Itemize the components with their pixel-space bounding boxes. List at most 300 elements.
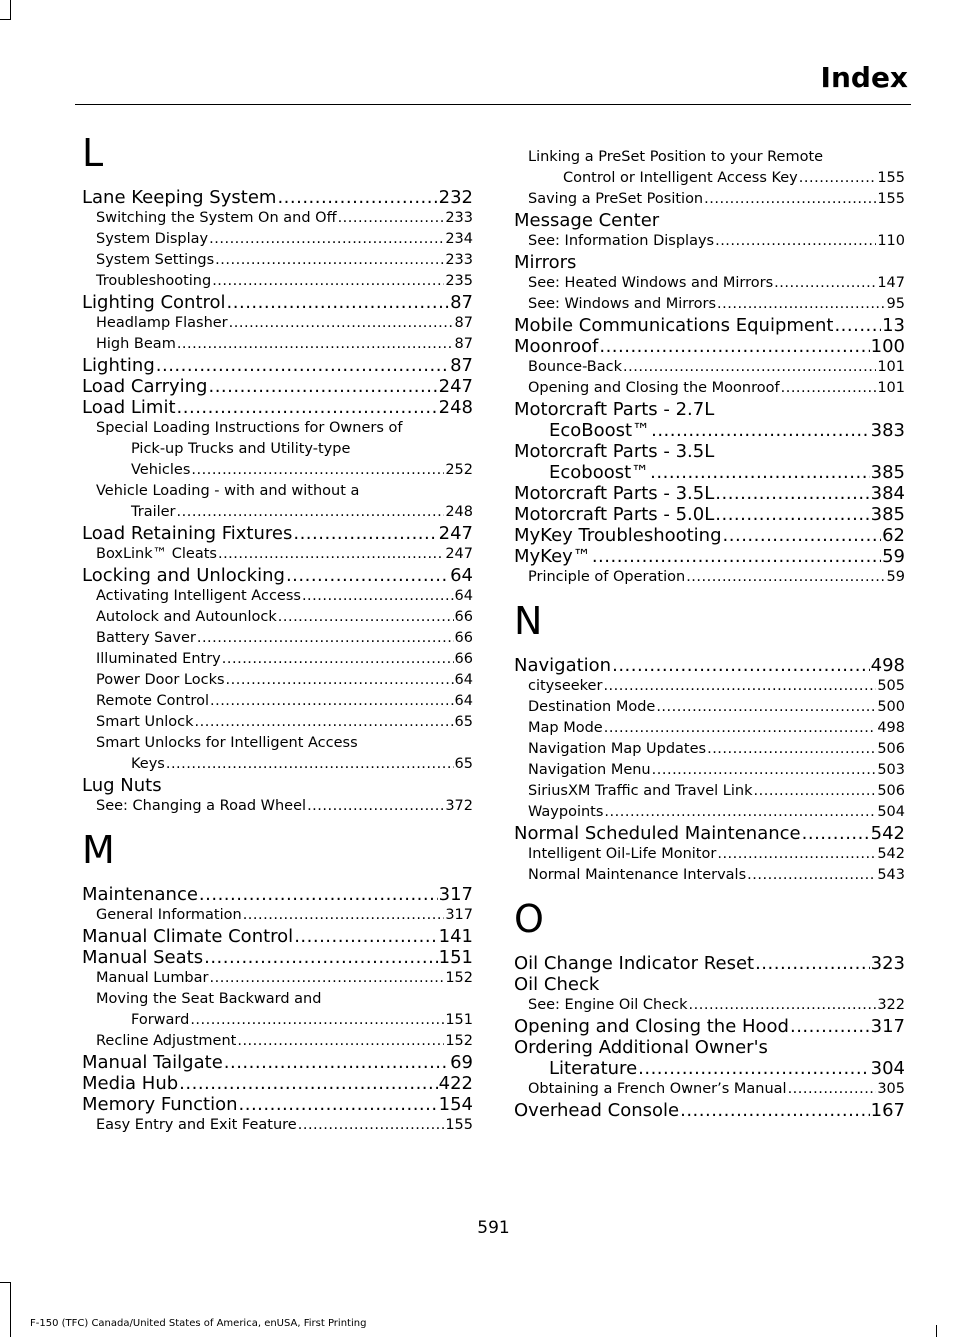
entry-row: [96, 670, 473, 691]
entry-text: Opening and Closing the Hood: [514, 1016, 789, 1037]
entry-text: System Settings: [96, 252, 215, 268]
entry-row: [514, 1100, 905, 1121]
index-subentry: [514, 189, 905, 210]
entry-text: cityseeker: [528, 678, 603, 694]
dot-leader: [177, 334, 454, 355]
entry-row: [96, 649, 473, 670]
dot-leader: [686, 567, 885, 588]
entry-text: Navigation: [514, 655, 612, 676]
index-entry: [514, 336, 905, 357]
dot-leader: [790, 1016, 870, 1037]
index-entry: [514, 974, 905, 995]
dot-leader: [294, 926, 437, 947]
entry-text: BoxLink™ Cleats: [96, 546, 217, 562]
dot-leader: [197, 628, 454, 649]
dot-leader: [277, 187, 437, 208]
index-subentry: [82, 607, 473, 628]
entry-page-number: 65: [454, 714, 473, 730]
crop-mark-top-left-horizontal: [0, 19, 11, 20]
index-entry: [514, 315, 905, 336]
entry-text: Easy Entry and Exit Feature: [96, 1117, 297, 1133]
index-subentry: [82, 229, 473, 250]
entry-row: [514, 655, 905, 676]
entry-row: [96, 544, 473, 565]
dot-leader: [650, 462, 869, 483]
dot-leader: [195, 712, 454, 733]
entry-row: [96, 1115, 473, 1136]
entry-text: MyKey Troubleshooting: [514, 525, 722, 546]
entry-page-number: 59: [882, 546, 905, 567]
entry-text: Lighting: [82, 355, 155, 376]
entry-text: Normal Scheduled Maintenance: [514, 823, 801, 844]
index-entry: [514, 546, 905, 567]
index-subentry: [82, 271, 473, 292]
dot-leader: [199, 884, 438, 905]
index-entry: [82, 187, 473, 208]
dot-leader: [209, 229, 444, 250]
index-subentry: [514, 760, 905, 781]
entry-row: [514, 1016, 905, 1037]
entry-text: Manual Lumbar: [96, 970, 209, 986]
dot-leader: [788, 1079, 877, 1100]
entry-row: [96, 754, 473, 775]
entry-page-number: 66: [454, 651, 473, 667]
entry-text: Trailer: [131, 504, 176, 520]
entry-row: [96, 1010, 473, 1031]
dot-leader: [224, 1052, 449, 1073]
entry-text-line: Moving the Seat Backward and: [96, 991, 322, 1007]
dot-leader: [237, 1031, 444, 1052]
entry-row: [82, 565, 473, 586]
index-subentry: [514, 231, 905, 252]
index-subentry: [82, 1031, 473, 1052]
entry-page-number: 543: [877, 867, 905, 883]
entry-row: [96, 250, 473, 271]
entry-page-number: 248: [438, 397, 473, 418]
index-subentry: [82, 989, 473, 1031]
dot-leader: [715, 504, 869, 525]
entry-row: [82, 947, 473, 968]
entry-text: Intelligent Oil-Life Monitor: [528, 846, 717, 862]
dot-leader: [307, 796, 444, 817]
entry-text-line: Pick-up Trucks and Utility-type: [131, 441, 351, 457]
dot-leader: [723, 525, 882, 546]
entry-page-number: 383: [870, 420, 905, 441]
entry-row: [96, 208, 473, 229]
entry-page-number: 95: [886, 296, 905, 312]
index-entry: [82, 884, 473, 905]
dot-leader: [212, 271, 444, 292]
index-entry: [514, 210, 905, 231]
entry-row: [514, 823, 905, 844]
entry-row: [514, 315, 905, 336]
entry-page-number: 233: [445, 252, 473, 268]
entry-row: [82, 397, 473, 418]
entry-page-number: 101: [877, 359, 905, 375]
index-subentry: [82, 208, 473, 229]
dot-leader: [191, 460, 444, 481]
entry-text-line: Smart Unlocks for Intelligent Access: [96, 735, 358, 751]
dot-leader: [218, 544, 444, 565]
entry-text: Switching the System On and Off: [96, 210, 337, 226]
entry-row: [96, 313, 473, 334]
index-entry: [514, 525, 905, 546]
dot-leader: [156, 355, 449, 376]
index-subentry: [514, 294, 905, 315]
entry-page-number: 66: [454, 609, 473, 625]
entry-page-number: 372: [445, 798, 473, 814]
entry-text: Opening and Closing the Moonroof: [528, 380, 780, 396]
entry-page-number: 304: [870, 1058, 905, 1079]
index-entry: [82, 1094, 473, 1115]
entry-page-number: 317: [870, 1016, 905, 1037]
entry-text: Literature: [549, 1058, 638, 1079]
entry-row: [528, 189, 905, 210]
entry-text: General Information: [96, 907, 242, 923]
index-entry: [514, 1037, 905, 1079]
entry-row: [96, 334, 473, 355]
index-column-left: [82, 128, 473, 1136]
dot-leader: [715, 231, 876, 252]
index-entry: [514, 252, 905, 273]
page-number: 591: [477, 1218, 510, 1238]
entry-row: [96, 607, 473, 628]
entry-page-number: 64: [454, 672, 473, 688]
entry-text: Navigation Menu: [528, 762, 651, 778]
dot-leader: [774, 273, 876, 294]
entry-page-number: 87: [450, 292, 473, 313]
entry-page-number: 384: [870, 483, 905, 504]
entry-page-number: 247: [438, 523, 473, 544]
index-subentry: [514, 1079, 905, 1100]
dot-leader: [222, 649, 454, 670]
entry-page-number: 151: [438, 947, 473, 968]
entry-row: [528, 865, 905, 886]
dot-leader: [755, 953, 870, 974]
entry-text: Lighting Control: [82, 292, 226, 313]
index-subentry: [514, 739, 905, 760]
entry-row: [82, 1094, 473, 1115]
index-entry: [82, 292, 473, 313]
entry-row: [96, 712, 473, 733]
entry-row: [82, 1052, 473, 1073]
dot-leader: [638, 1058, 870, 1079]
index-entry: [82, 926, 473, 947]
entry-text: SiriusXM Traffic and Travel Link: [528, 783, 753, 799]
entry-page-number: 65: [454, 756, 473, 772]
dot-leader: [215, 250, 444, 271]
dot-leader: [293, 523, 437, 544]
index-column-right: [514, 147, 905, 1121]
index-entry: [82, 523, 473, 544]
entry-row: [96, 691, 473, 712]
dot-leader: [166, 754, 454, 775]
entry-heading: Lug Nuts: [82, 775, 162, 796]
entry-page-number: 498: [877, 720, 905, 736]
entry-row: [528, 676, 905, 697]
entry-row: [528, 739, 905, 760]
index-subentry: [514, 995, 905, 1016]
entry-page-number: 232: [438, 187, 473, 208]
entry-text: Load Limit: [82, 397, 176, 418]
index-subentry: [82, 670, 473, 691]
dot-leader: [210, 968, 445, 989]
entry-text: Map Mode: [528, 720, 603, 736]
dot-leader: [652, 760, 877, 781]
entry-page-number: 59: [886, 569, 905, 585]
entry-page-number: 110: [877, 233, 905, 249]
dot-leader: [177, 502, 445, 523]
entry-page-number: 498: [870, 655, 905, 676]
dot-leader: [651, 420, 870, 441]
index-entry: [514, 1100, 905, 1121]
entry-page-number: 87: [450, 355, 473, 376]
dot-leader: [604, 802, 876, 823]
entry-text: Overhead Console: [514, 1100, 680, 1121]
entry-heading: Oil Check: [514, 974, 600, 995]
entry-page-number: 505: [877, 678, 905, 694]
entry-text: Remote Control: [96, 693, 209, 709]
entry-text: Load Carrying: [82, 376, 208, 397]
entry-text-line: Motorcraft Parts - 2.7L: [514, 399, 715, 420]
section-letter: N: [514, 599, 543, 643]
dot-leader: [707, 739, 876, 760]
entry-row: [82, 1073, 473, 1094]
entry-row: [96, 271, 473, 292]
index-subentry: [514, 147, 905, 189]
entry-text: System Display: [96, 231, 209, 247]
entry-page-number: 504: [877, 804, 905, 820]
entry-page-number: 385: [870, 504, 905, 525]
index-subentry: [514, 357, 905, 378]
entry-page-number: 422: [438, 1073, 473, 1094]
entry-text: Manual Tailgate: [82, 1052, 223, 1073]
index-subentry: [82, 691, 473, 712]
index-entry: [514, 823, 905, 844]
index-entry: [514, 953, 905, 974]
entry-text: Normal Maintenance Intervals: [528, 867, 747, 883]
entry-page-number: 100: [870, 336, 905, 357]
entry-page-number: 500: [877, 699, 905, 715]
section-letter: L: [82, 131, 104, 175]
entry-row: [514, 336, 905, 357]
entry-row: [96, 502, 473, 523]
entry-page-number: 305: [877, 1081, 905, 1097]
entry-text: Lane Keeping System: [82, 187, 277, 208]
entry-row: [96, 796, 473, 817]
entry-row: [514, 546, 905, 567]
entry-row: [82, 523, 473, 544]
index-subentry: [82, 481, 473, 523]
dot-leader: [656, 697, 876, 718]
entry-text: Illuminated Entry: [96, 651, 221, 667]
entry-text: Battery Saver: [96, 630, 196, 646]
dot-leader: [623, 357, 876, 378]
entry-row: [528, 760, 905, 781]
dot-leader: [302, 586, 454, 607]
entry-text: Navigation Map Updates: [528, 741, 707, 757]
dot-leader: [802, 823, 870, 844]
entry-row: [528, 378, 905, 399]
entry-page-number: 155: [877, 191, 905, 207]
dot-leader: [227, 292, 450, 313]
entry-page-number: 13: [882, 315, 905, 336]
entry-text: Motorcraft Parts - 3.5L: [514, 483, 715, 504]
entry-row: [528, 995, 905, 1016]
dot-leader: [208, 376, 437, 397]
entry-row: [528, 781, 905, 802]
dot-leader: [190, 1010, 444, 1031]
entry-page-number: 233: [445, 210, 473, 226]
entry-row: [528, 1079, 905, 1100]
entry-row: [528, 697, 905, 718]
entry-row: [514, 483, 905, 504]
dot-leader: [278, 607, 454, 628]
section-letter: M: [82, 828, 115, 872]
entry-page-number: 542: [870, 823, 905, 844]
index-entry: [82, 397, 473, 418]
entry-page-number: 506: [877, 741, 905, 757]
dot-leader: [717, 844, 876, 865]
index-subentry: [514, 676, 905, 697]
index-subentry: [82, 544, 473, 565]
entry-row: [528, 168, 905, 189]
entry-text: Waypoints: [528, 804, 604, 820]
dot-leader: [179, 1073, 437, 1094]
entry-row: [96, 628, 473, 649]
entry-text-line: Vehicle Loading - with and without a: [96, 483, 360, 499]
dot-leader: [834, 315, 881, 336]
index-subentry: [82, 733, 473, 775]
index-entry: [82, 355, 473, 376]
entry-text: Control or Intelligent Access Key: [563, 170, 798, 186]
entry-text: Vehicles: [131, 462, 191, 478]
entry-page-number: 152: [445, 970, 473, 986]
section-letter: O: [514, 897, 544, 941]
entry-heading: Mirrors: [514, 252, 577, 273]
entry-page-number: 503: [877, 762, 905, 778]
page-title: Index: [820, 61, 908, 94]
index-subentry: [82, 334, 473, 355]
index-entry: [82, 775, 473, 796]
dot-leader: [747, 865, 876, 886]
entry-text-line: Motorcraft Parts - 3.5L: [514, 441, 715, 462]
entry-row: [82, 187, 473, 208]
index-subentry: [514, 718, 905, 739]
index-entry: [514, 483, 905, 504]
entry-row: [514, 504, 905, 525]
entry-text: Mobile Communications Equipment: [514, 315, 834, 336]
entry-row: [96, 905, 473, 926]
entry-page-number: 323: [870, 953, 905, 974]
entry-row: [528, 273, 905, 294]
dot-leader: [689, 995, 877, 1016]
entry-text: Forward: [131, 1012, 190, 1028]
entry-text: High Beam: [96, 336, 176, 352]
crop-mark-bottom-left-horizontal: [0, 1282, 11, 1283]
entry-page-number: 252: [445, 462, 473, 478]
index-subentry: [514, 567, 905, 588]
entry-page-number: 64: [450, 565, 473, 586]
dot-leader: [298, 1115, 445, 1136]
entry-text: Power Door Locks: [96, 672, 225, 688]
entry-text: Moonroof: [514, 336, 599, 357]
entry-row: [528, 844, 905, 865]
index-entry: [82, 565, 473, 586]
entry-row: [82, 376, 473, 397]
entry-page-number: 147: [877, 275, 905, 291]
entry-page-number: 322: [877, 997, 905, 1013]
index-subentry: [514, 273, 905, 294]
entry-page-number: 317: [438, 884, 473, 905]
entry-row: [514, 420, 905, 441]
index-subentry: [514, 378, 905, 399]
entry-text: Recline Adjustment: [96, 1033, 237, 1049]
index-subentry: [82, 586, 473, 607]
index-entry: [514, 1016, 905, 1037]
entry-text: MyKey™: [514, 546, 591, 567]
dot-leader: [603, 676, 876, 697]
entry-page-number: 248: [445, 504, 473, 520]
index-entry: [514, 399, 905, 441]
index-subentry: [82, 313, 473, 334]
dot-leader: [704, 189, 876, 210]
entry-text: Locking and Unlocking: [82, 565, 285, 586]
entry-text-line: Special Loading Instructions for Owners of: [96, 420, 403, 436]
entry-text: See: Information Displays: [528, 233, 715, 249]
entry-row: [528, 718, 905, 739]
entry-text-line: Ordering Additional Owner's: [514, 1037, 768, 1058]
dot-leader: [717, 294, 886, 315]
entry-row: [96, 968, 473, 989]
entry-page-number: 506: [877, 783, 905, 799]
entry-text: Memory Function: [82, 1094, 238, 1115]
entry-page-number: 69: [450, 1052, 473, 1073]
entry-page-number: 235: [445, 273, 473, 289]
dot-leader: [177, 397, 438, 418]
entry-text: Manual Seats: [82, 947, 204, 968]
dot-leader: [243, 905, 445, 926]
entry-page-number: 141: [438, 926, 473, 947]
index-subentry: [514, 802, 905, 823]
entry-text: Saving a PreSet Position: [528, 191, 704, 207]
entry-text: Oil Change Indicator Reset: [514, 953, 755, 974]
index-subentry: [514, 844, 905, 865]
entry-row: [514, 462, 905, 483]
entry-page-number: 234: [445, 231, 473, 247]
dot-leader: [286, 565, 449, 586]
entry-page-number: 385: [870, 462, 905, 483]
index-subentry: [82, 905, 473, 926]
dot-leader: [226, 670, 454, 691]
index-subentry: [82, 968, 473, 989]
dot-leader: [781, 378, 877, 399]
index-subentry: [82, 1115, 473, 1136]
entry-text: Autolock and Autounlock: [96, 609, 277, 625]
entry-text: Ecoboost™: [549, 462, 650, 483]
entry-text: Destination Mode: [528, 699, 656, 715]
index-subentry: [82, 796, 473, 817]
entry-row: [528, 231, 905, 252]
dot-leader: [239, 1094, 438, 1115]
entry-text-line: Linking a PreSet Position to your Remote: [528, 149, 824, 165]
index-entry: [82, 947, 473, 968]
dot-leader: [204, 947, 438, 968]
entry-text: Principle of Operation: [528, 569, 686, 585]
entry-text: See: Windows and Mirrors: [528, 296, 717, 312]
dot-leader: [229, 313, 454, 334]
entry-row: [514, 525, 905, 546]
